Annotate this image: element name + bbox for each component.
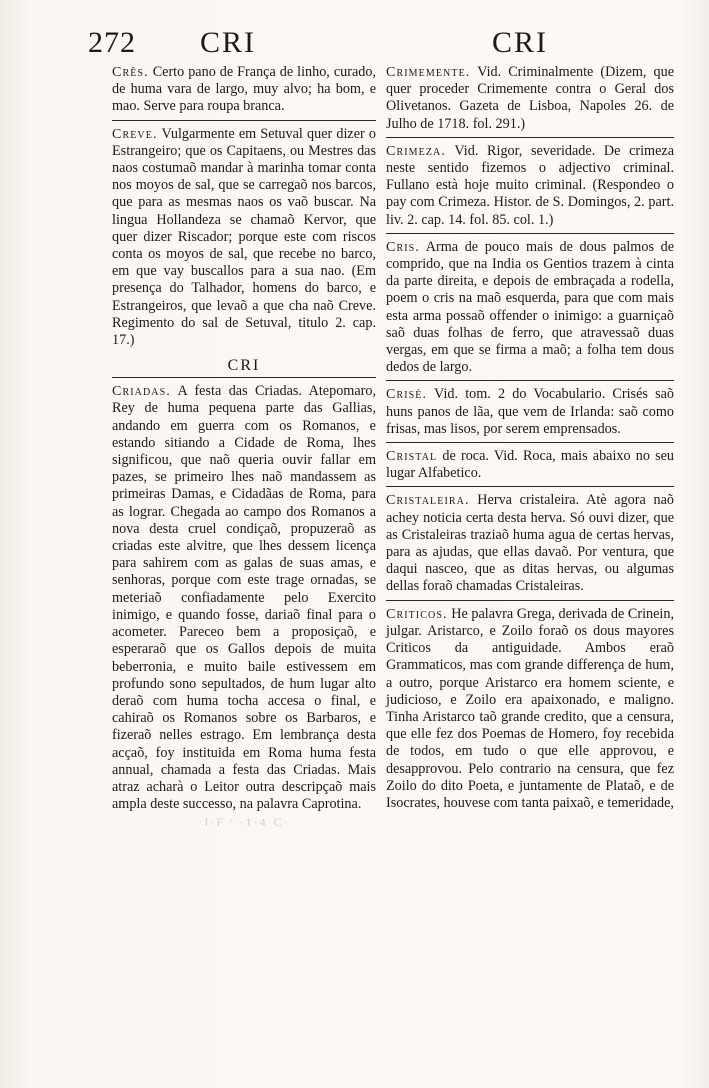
page-number: 272 (88, 26, 136, 59)
headword: Cristaleira. (386, 493, 470, 509)
entry-text: Certo pano de França de linho, curado, de huma vara de largo, muy alvo; ha bom, e mao. Serve para roupa branca. (112, 64, 376, 115)
divider (386, 233, 674, 234)
entry-text: Vid. Rigor, severidade. De crimeza neste sentido fizemos o adjectivo criminal. Fullano està hoje muito criminal. (Respondeo o pay com Crimeza. Histor. de S. Domingos, 2. part. liv. 2. cap. 14. fol. 85. col. 1.) (386, 142, 674, 228)
headword: Cris. (386, 239, 420, 255)
headword: Criticos. (386, 606, 448, 622)
divider (386, 137, 674, 138)
divider (386, 380, 674, 381)
entry-crimemente (386, 64, 674, 133)
entry-crise (386, 386, 674, 438)
entry-criticos (386, 606, 674, 812)
entry-cris (386, 239, 674, 377)
entry-text: He palavra Grega, derivada de Crinein, julgar. Aristarco, e Zoilo foraõ os dous mayores Criticos da antiguidade. Ambos eraõ Grammaticos, mas com grande differença de hum, a outro, porque Aristarco era homem sciente, e judicioso, e Zoilo era apaixonado, e maligno. Tinha Aristarco taõ grande credito, que a censura, que elle fez dos Poemas de Homero, foy recebida de todos, em tudo o que elle approvou, e desapprovou. Pelo contrario na censura, que fez Zoilo do dito Poeta, e juntamente de Plataõ, e de Isocrates, houvese com tanta paixaõ, e temeridade, (386, 605, 675, 811)
headword: Crimemente. (386, 65, 471, 80)
entry-text: de roca. Vid. Roca, mais abaixo no seu lugar Alfabetico. (386, 448, 675, 482)
headword: Creve. (112, 126, 158, 142)
divider (386, 442, 674, 443)
right-column (386, 64, 674, 816)
divider (112, 377, 376, 378)
entry-text: Vulgarmente em Setuval quer dizer o Estrangeiro; que os Capitaens, ou Mestres das naos costumaõ mandar à marinha tomar conta nos moyos de sal, que se carregaõ nos barcos, que para as mesmas naos os vaõ buscar. Na lingua Hollandeza se chamaõ Kervor, que quer dizer Riscador; porque este com riscos conta os moyos de sal, que recebe no barco, em que vay buscallos para a sua nao. (Em presença do Talhador, homens do barco, e Estrangeiros, que levaõ a que cha naõ Creve. Regimento do sal de Setuval, titulo 2. cap. 17.) (112, 125, 376, 349)
divider (386, 600, 674, 601)
entry-cristaleira (386, 492, 674, 595)
headword: Crimeza. (386, 143, 446, 159)
running-head-right: CRI (492, 26, 549, 59)
entry-crimeza (386, 143, 674, 229)
entry-text: Herva cristaleira. Atè agora naõ achey noticia certa desta herva. Só ouvi dizer, que as Cristaleiras traziaõ huma agua de certas hervas, para as ajudas, que ellas davaõ. Por ventura, que daqui nasceo, que as ditas hervas, ou algumas dellas foraõ chamadas Cristaleiras. (386, 492, 674, 595)
left-column (112, 64, 376, 830)
headword: Crês. (112, 65, 149, 80)
running-head-left: CRI (200, 26, 257, 59)
headword: Cristal (386, 449, 438, 465)
headword: Criadas. (112, 384, 171, 400)
entry-text: Vid. Criminalmente (Dizem, que quer proceder Crimemente contra o Geral dos Olivetanos. Gazeta de Lisboa, Napoles 26. de Julho de 1718. fol. 291.) (386, 64, 674, 132)
section-heading: CRI (227, 357, 261, 375)
show-through-text: ·I·F ˢ ·1·4·C· (198, 815, 290, 830)
entry-text: Arma de pouco mais de dous palmos de comprido, que na India os Gentios trazem à cinta da parte direita, e depois de embraçada a rodella, poem o cris na maõ esquerda, para que com mais esta arma possaõ offender o inimigo: a guarniçaõ saõ duas folhas de ferro, que atravessaõ duas vergas, em que se firma a maõ; a folha tem dous dedos de largo. (386, 238, 674, 376)
entry-creve (112, 126, 376, 350)
entry-cres (112, 64, 376, 116)
entry-criadas (112, 383, 376, 813)
divider (112, 120, 376, 121)
entry-text: A festa das Criadas. Atepomaro, Rey de huma pequena parte das Gallias, andando em guerra com os Romanos, e estando sitiando a Cidade de Roma, lhes significou, que naõ queria ouvir fallar em pazes, se primeiro lhes naõ mandassem as primeiras Damas, e Cidadãas de Roma, para as lograr. Chegada ao campo dos Romanos a nova desta cruel condiçaõ, propuzeraõ as criadas este alvitre, que lhes dessem licença para sahirem com as galas de suas amas, e senhoras, porque com este trage ornadas, se meteriaõ confiadamente pelo Exercito inimigo, e quando fosse, dariaõ final para o acometer. Pareceo bem a proposiçaõ, e esperaraõ que os Gallos depois de muita beberronia, e muito baile estivessem em profundo sono sepultados, de hum lugar alto deraõ com huma tocha accesa o final, e cahiraõ os Romanos sobre os Barbaros, e fizeraõ nelles estrago. Em lembrança desta acçaõ, foy instituida em Roma huma festa annual, chamada a festa das Criadas. Mais atraz acharà o Leitor outra descripçaõ mais ampla deste successo, na palavra Caprotina. (112, 383, 376, 813)
entry-cristal (386, 448, 674, 482)
headword: Crisé. (386, 387, 428, 403)
page-header (0, 16, 709, 66)
entry-text: Vid. tom. 2 do Vocabulario. Crisés saõ huns panos de lãa, que vem de Irlanda: saõ como frisas, mas lisos, por serem emprensados. (386, 386, 674, 437)
divider (386, 486, 674, 487)
